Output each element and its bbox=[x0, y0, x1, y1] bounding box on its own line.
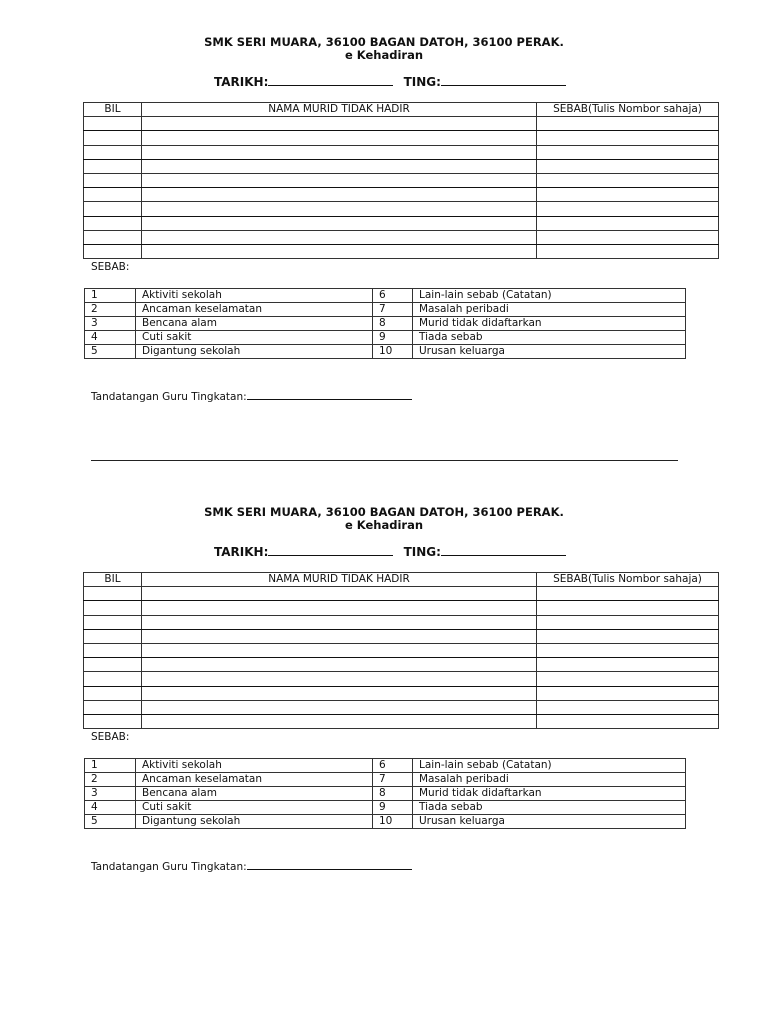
reason-number: 6 bbox=[373, 289, 413, 303]
reason-codes-table bbox=[84, 758, 686, 829]
reason-number: 10 bbox=[373, 345, 413, 359]
reason-number: 9 bbox=[373, 331, 413, 345]
date-field[interactable] bbox=[268, 544, 393, 556]
table-row[interactable] bbox=[84, 587, 719, 601]
reason-number: 5 bbox=[85, 345, 136, 359]
signature-line bbox=[91, 389, 412, 404]
reason-text: Tiada sebab bbox=[413, 801, 686, 815]
reason-row bbox=[85, 317, 686, 331]
reason-text: Lain-lain sebab (Catatan) bbox=[413, 759, 686, 773]
school-title: SMK SERI MUARA, 36100 BAGAN DATOH, 36100 PERAK. bbox=[204, 505, 564, 519]
table-row[interactable] bbox=[84, 173, 719, 187]
header-sebab: SEBAB(Tulis Nombor sahaja) bbox=[537, 103, 719, 117]
reason-text: Aktiviti sekolah bbox=[136, 289, 373, 303]
absent-students-table bbox=[83, 102, 719, 259]
table-row[interactable] bbox=[84, 131, 719, 145]
reason-text: Ancaman keselamatan bbox=[136, 303, 373, 317]
table-row[interactable] bbox=[84, 686, 719, 700]
table-row[interactable] bbox=[84, 615, 719, 629]
date-class-line bbox=[214, 544, 566, 560]
attendance-form-2 bbox=[0, 470, 768, 910]
table-row[interactable] bbox=[84, 216, 719, 230]
signature-label: Tandatangan Guru Tingkatan: bbox=[91, 861, 247, 873]
signature-label: Tandatangan Guru Tingkatan: bbox=[91, 391, 247, 403]
date-class-line bbox=[214, 74, 566, 90]
reason-number: 7 bbox=[373, 773, 413, 787]
reason-text: Masalah peribadi bbox=[413, 303, 686, 317]
reason-text: Lain-lain sebab (Catatan) bbox=[413, 289, 686, 303]
reason-text: Cuti sakit bbox=[136, 331, 373, 345]
reason-number: 5 bbox=[85, 815, 136, 829]
signature-line bbox=[91, 859, 412, 874]
absent-students-table bbox=[83, 572, 719, 729]
reason-number: 3 bbox=[85, 787, 136, 801]
table-row[interactable] bbox=[84, 117, 719, 131]
signature-field[interactable] bbox=[247, 859, 412, 870]
reason-number: 9 bbox=[373, 801, 413, 815]
reason-number: 2 bbox=[85, 303, 136, 317]
header-nama: NAMA MURID TIDAK HADIR bbox=[142, 573, 537, 587]
date-label: TARIKH: bbox=[214, 75, 269, 89]
school-title: SMK SERI MUARA, 36100 BAGAN DATOH, 36100 PERAK. bbox=[204, 35, 564, 49]
form-subtitle: e Kehadiran bbox=[344, 48, 424, 62]
reason-text: Masalah peribadi bbox=[413, 773, 686, 787]
table-row[interactable] bbox=[84, 244, 719, 258]
header-sebab: SEBAB(Tulis Nombor sahaja) bbox=[537, 573, 719, 587]
reason-label: SEBAB: bbox=[91, 261, 130, 273]
table-row[interactable] bbox=[84, 159, 719, 173]
reason-number: 10 bbox=[373, 815, 413, 829]
reason-text: Bencana alam bbox=[136, 317, 373, 331]
reason-number: 8 bbox=[373, 787, 413, 801]
table-row[interactable] bbox=[84, 700, 719, 714]
reason-row bbox=[85, 759, 686, 773]
reason-row bbox=[85, 345, 686, 359]
table-row[interactable] bbox=[84, 188, 719, 202]
reason-label: SEBAB: bbox=[91, 731, 130, 743]
table-header-row bbox=[84, 573, 719, 587]
reason-number: 4 bbox=[85, 801, 136, 815]
reason-row bbox=[85, 289, 686, 303]
cut-divider bbox=[91, 460, 678, 461]
table-row[interactable] bbox=[84, 658, 719, 672]
table-header-row bbox=[84, 103, 719, 117]
table-row[interactable] bbox=[84, 672, 719, 686]
reason-text: Digantung sekolah bbox=[136, 345, 373, 359]
table-row[interactable] bbox=[84, 714, 719, 728]
class-field[interactable] bbox=[441, 74, 566, 86]
table-row[interactable] bbox=[84, 230, 719, 244]
reason-row bbox=[85, 815, 686, 829]
form-subtitle: e Kehadiran bbox=[344, 518, 424, 532]
reason-number: 3 bbox=[85, 317, 136, 331]
reason-number: 2 bbox=[85, 773, 136, 787]
reason-text: Urusan keluarga bbox=[413, 815, 686, 829]
reason-number: 4 bbox=[85, 331, 136, 345]
header-nama: NAMA MURID TIDAK HADIR bbox=[142, 103, 537, 117]
date-field[interactable] bbox=[268, 74, 393, 86]
reason-codes-table bbox=[84, 288, 686, 359]
attendance-form-1 bbox=[0, 0, 768, 440]
reason-text: Ancaman keselamatan bbox=[136, 773, 373, 787]
table-row[interactable] bbox=[84, 643, 719, 657]
signature-field[interactable] bbox=[247, 389, 412, 400]
reason-number: 1 bbox=[85, 759, 136, 773]
reason-text: Urusan keluarga bbox=[413, 345, 686, 359]
reason-number: 6 bbox=[373, 759, 413, 773]
reason-number: 1 bbox=[85, 289, 136, 303]
date-label: TARIKH: bbox=[214, 545, 269, 559]
reason-row bbox=[85, 331, 686, 345]
table-row[interactable] bbox=[84, 601, 719, 615]
class-label: TING: bbox=[403, 75, 441, 89]
table-row[interactable] bbox=[84, 629, 719, 643]
reason-number: 8 bbox=[373, 317, 413, 331]
table-row[interactable] bbox=[84, 202, 719, 216]
table-row[interactable] bbox=[84, 145, 719, 159]
reason-text: Murid tidak didaftarkan bbox=[413, 317, 686, 331]
reason-text: Cuti sakit bbox=[136, 801, 373, 815]
reason-row bbox=[85, 787, 686, 801]
reason-text: Digantung sekolah bbox=[136, 815, 373, 829]
header-bil: BIL bbox=[84, 103, 142, 117]
reason-row bbox=[85, 303, 686, 317]
header-bil: BIL bbox=[84, 573, 142, 587]
reason-text: Murid tidak didaftarkan bbox=[413, 787, 686, 801]
reason-number: 7 bbox=[373, 303, 413, 317]
reason-row bbox=[85, 773, 686, 787]
reason-text: Aktiviti sekolah bbox=[136, 759, 373, 773]
reason-row bbox=[85, 801, 686, 815]
class-field[interactable] bbox=[441, 544, 566, 556]
class-label: TING: bbox=[403, 545, 441, 559]
reason-text: Bencana alam bbox=[136, 787, 373, 801]
reason-text: Tiada sebab bbox=[413, 331, 686, 345]
